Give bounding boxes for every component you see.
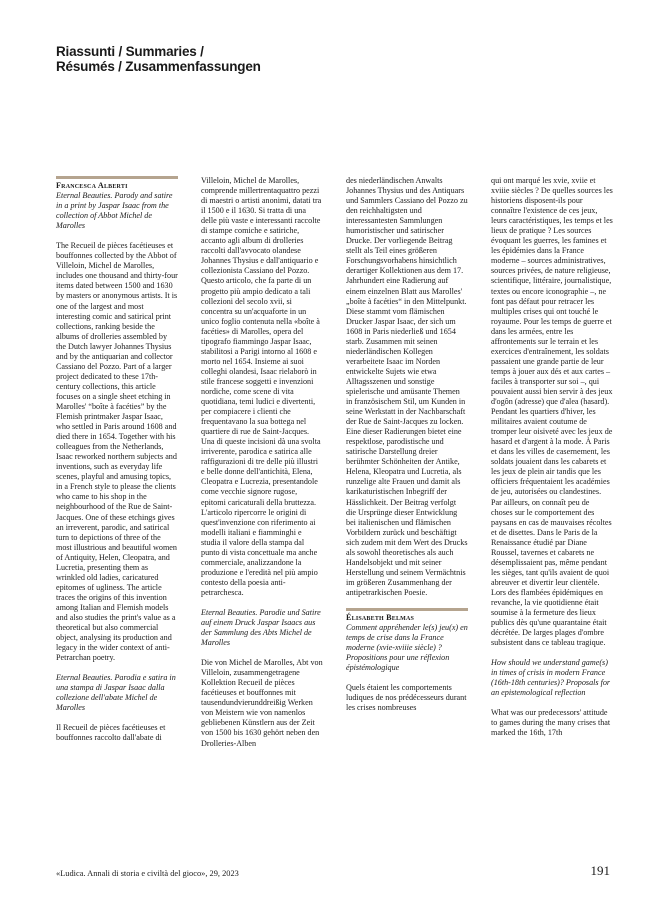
abstract-title-it: Eternal Beauties. Parodia e satira in una stampa di Jaspar Isaac dalla collezione dell'abate Michel de Marolles: [56, 673, 176, 713]
author-name: Élisabeth Belmas: [346, 612, 415, 622]
section-heading-line2: Résumés / Zusammenfassungen: [56, 59, 261, 74]
section-rule: [346, 608, 468, 611]
author-name: Francesca Alberti: [56, 181, 128, 190]
section-heading: [56, 44, 261, 74]
abstract-title-fr: Comment appréhender le(s) jeu(x) en temps de crise dans la France moderne (xvie-xviiie siècle) ? Propositions pour une réflexion épistémologique: [346, 623, 468, 673]
abstract-body-en2-start: What was our predecessors' attitude to games during the many crises that marked the 16th, 17th: [491, 708, 611, 738]
column-3: [346, 176, 468, 713]
abstract-body-fr-cont: qui ont marqué les xvie, xviie et xviiie siècles ? De quelles sources les historiens disposent-ils pour connaître l'existence de ces jeux, leurs caractéristiques, les temps et les lieux de pratique ? Les sources évoquant les guerres, les famines et les épidémies dans la France moderne – sources administratives, sources privées, de nature religieuse, scientifique, littéraire, journalistique, textes ou encore iconographie –, ne font pas défaut pour retracer les multiples crises qui ont touché le royaume. Pour les temps de guerre et dans les armées, entre les affrontements sur le terrain et les exercices d'entraînement, les soldats passaient une grande partie de leur temps à jouer aux dés et aux cartes – faciles à transporter sur soi –, qui pouvaient aussi bien servir à des jeux d'ogôn (adresse) que d'alea (hasard). Pendant les quartiers d'hiver, les militaires avaient coutume de tromper leur oisiveté avec les jeux de hasard et d'argent à la mode. À Paris et dans les villes de casernement, les soldats jouaient dans les cabarets et les jeux de plein air tandis que les officiers fréquentaient les académies de jeu, autorisées ou clandestines. Par ailleurs, on connaît peu de choses sur le comportement des paysans en cas de mauvaises récoltes et de disettes. Dans le Paris de la Renaissance étudié par Diane Roussel, tavernes et cabarets ne désemplissaient pas, même pendant les sièges, tant qu'ils avaient de quoi abreuver et divertir leur clientèle. Lors des flambées épidémiques en revanche, la vie quotidienne était soumise à la fermeture des lieux publics dès qu'une quarantaine était décrétée. De larges plages d'ombre subsistent dans ce tableau tragique.: [491, 176, 613, 648]
abstract-body-en: The Recueil de pièces facétieuses et bouffonnes collected by the Abbot of Villeloin, Michel de Marolles, includes one thousand and thirty-four items dated between 1500 and 1630 by masters or anonymous artists. It is one of the largest and most interesting comic and satirical print collections, ranking beside the albums of drolleries assembled by the Dutch lawyer Johannes Thysius and by the antiquarian and collector Cassiano del Pozzo. Part of a larger project dedicated to these 17th-century collections, this article focuses on a single sheet etching in Marolles' “boîte à facéties” by the Flemish printmaker Jaspar Isaac, who settled in Paris around 1608 and died there in 1654. Together with his colleagues from the Netherlands, Isaac reworked northern subjects and inventions, such as everyday life scenes, playful and amusing topics, in a French style to please the clients who came to his shop in the neighbourhood of the Rue de Saint-Jacques. One of these etchings gives an irreverent, parodic, and satirical turn to depictions of three of the most illustrious and beautiful women of Antiquity, Helen, Cleopatra, and Lucretia, presenting them as wrinkled old ladies, caricatured epitomes of ugliness. The article traces the origins of this invention among Italian and Flemish models and also studies the print's value as a theoretical but also commercial object, analysing its production and legacy in the wider context of anti-Petrarchan poetry.: [56, 241, 178, 663]
journal-citation: «Ludica. Annali di storia e civiltà del gioco», 29, 2023: [56, 869, 239, 878]
abstract-body-de-cont: des niederländischen Anwalts Johannes Thysius und des Antiquars und Sammlers Cassiano del Pozzo zu den reichhaltigsten und interessantesten Sammlungen humoristischer und satirischer Drucke. Der vorliegende Beitrag stellt als Teil eines größeren Forschungsvorhabens hinsichtlich derartiger Kollektionen aus dem 17. Jahrhundert eine Radierung auf einem einzelnen Blatt aus Marolles' „boîte à facéties“ in den Mittelpunkt. Diese stammt vom flämischen Drucker Jaspar Isaac, der sich um 1608 in Paris niederließ und 1654 starb. Zusammen mit seinen niederländischen Kollegen verarbeitete Isaac im Norden entwickelte Sujets wie etwa Alltagsszenen und sonstige spielerische und amüsante Themen in französischem Stil, um Kunden in seine Werkstatt in der Nachbarschaft der Rue de Saint-Jacques zu locken. Eine dieser Radierungen bietet eine respektlose, parodistische und satirische Darstellung dreier berühmter Schönheiten der Antike, Helena, Kleopatra und Lucretia, als runzelige alte Frauen und damit als karikaturistischen Inbegriff der Hässlichkeit. Der Beitrag verfolgt die Ursprünge dieser Entwicklung bei italienischen und flämischen Vorbildern zurück und beschäftigt sich zudem mit dem Wert des Drucks als sowohl theoretisches als auch Handelsobjekt und mit seiner Herstellung und seinem Vermächtnis im größeren Zusammenhang der antipetrarkischen Poesie.: [346, 176, 468, 597]
abstract-body-fr-start: Quels étaient les comportements ludiques de nos prédécesseurs durant les crises nombreuses: [346, 683, 467, 713]
abstract-title-en2: How should we understand game(s) in times of crisis in modern France (16th-18th centuries)? Proposals for an epistemological reflection: [491, 658, 611, 698]
section-rule: [56, 176, 178, 179]
abstract-body-de-start: Die von Michel de Marolles, Abt von Villeloin, zusammengetragene Kollektion Recueil de pièces facétieuses et bouffonnes mit tausendundvierunddreißig Werken von Meistern wie von namenlos gebliebenen Künstlern aus der Zeit von 1500 bis 1630 gehört neben den Drolleries-Alben: [201, 658, 323, 748]
abstract-title-de: Eternal Beauties. Parodie und Satire auf einem Druck Jaspar Isaacs aus der Sammlung des Abts Michel de Marolles: [201, 607, 321, 648]
abstract-body-it-cont: Villeloin, Michel de Marolles, comprende millertrentaquattro pezzi di maestri o artisti anonimi, datati tra il 1500 e il 1630. Si tratta di una delle più vaste e interessanti raccolte di stampe comiche e satiriche, accanto agli album di drolleries raccolti dall'avvocato olandese Johannes Thysius e dall'antiquario e collezionista Cassiano del Pozzo. Questo articolo, che fa parte di un progetto più ampio dedicato a tali collezioni del secolo xvii, si concentra su un'acquaforte in un unico foglio contenuta nella «boîte à facéties» di Marolles, opera del tipografo fiammingo Jaspar Isaac, stabilitosi a Parigi intorno al 1608 e morto nel 1654. Insieme ai suoi colleghi olandesi, Isaac rielaborò in stile francese soggetti e invenzioni nordiche, come scene di vita quotidiana, temi ludici e divertenti, per compiacere i clienti che frequentavano la sua bottega nel quartiere di rue de Saint-Jacques. Una di queste incisioni dà una svolta irriverente, parodica e satirica alle raffigurazioni di tre delle più illustri e belle donne dell'antichità, Elena, Cleopatra e Lucrezia, presentandole come vecchie signore rugose, epitomi caricaturali della bruttezza. L'articolo ripercorre le origini di quest'invenzione con riferimento ai modelli italiani e fiamminghi e studia il valore della stampa dal punto di vista concettuale ma anche commerciale, analizzandone la produzione e l'eredità nel più ampio contesto della poesia anti-petrarchesca.: [201, 176, 322, 597]
section-heading-line1: Riassunti / Summaries /: [56, 44, 204, 59]
column-4: [491, 176, 613, 739]
abstract-body-it-start: Il Recueil de pièces facétieuses et bouffonnes raccolto dall'abate di: [56, 723, 166, 743]
column-1: [56, 176, 178, 743]
column-2: [201, 176, 323, 749]
page-number: 191: [590, 863, 610, 878]
abstract-title-en: Eternal Beauties. Parody and satire in a print by Jaspar Isaac from the collection of Abbot Michel de Marolles: [56, 191, 173, 231]
